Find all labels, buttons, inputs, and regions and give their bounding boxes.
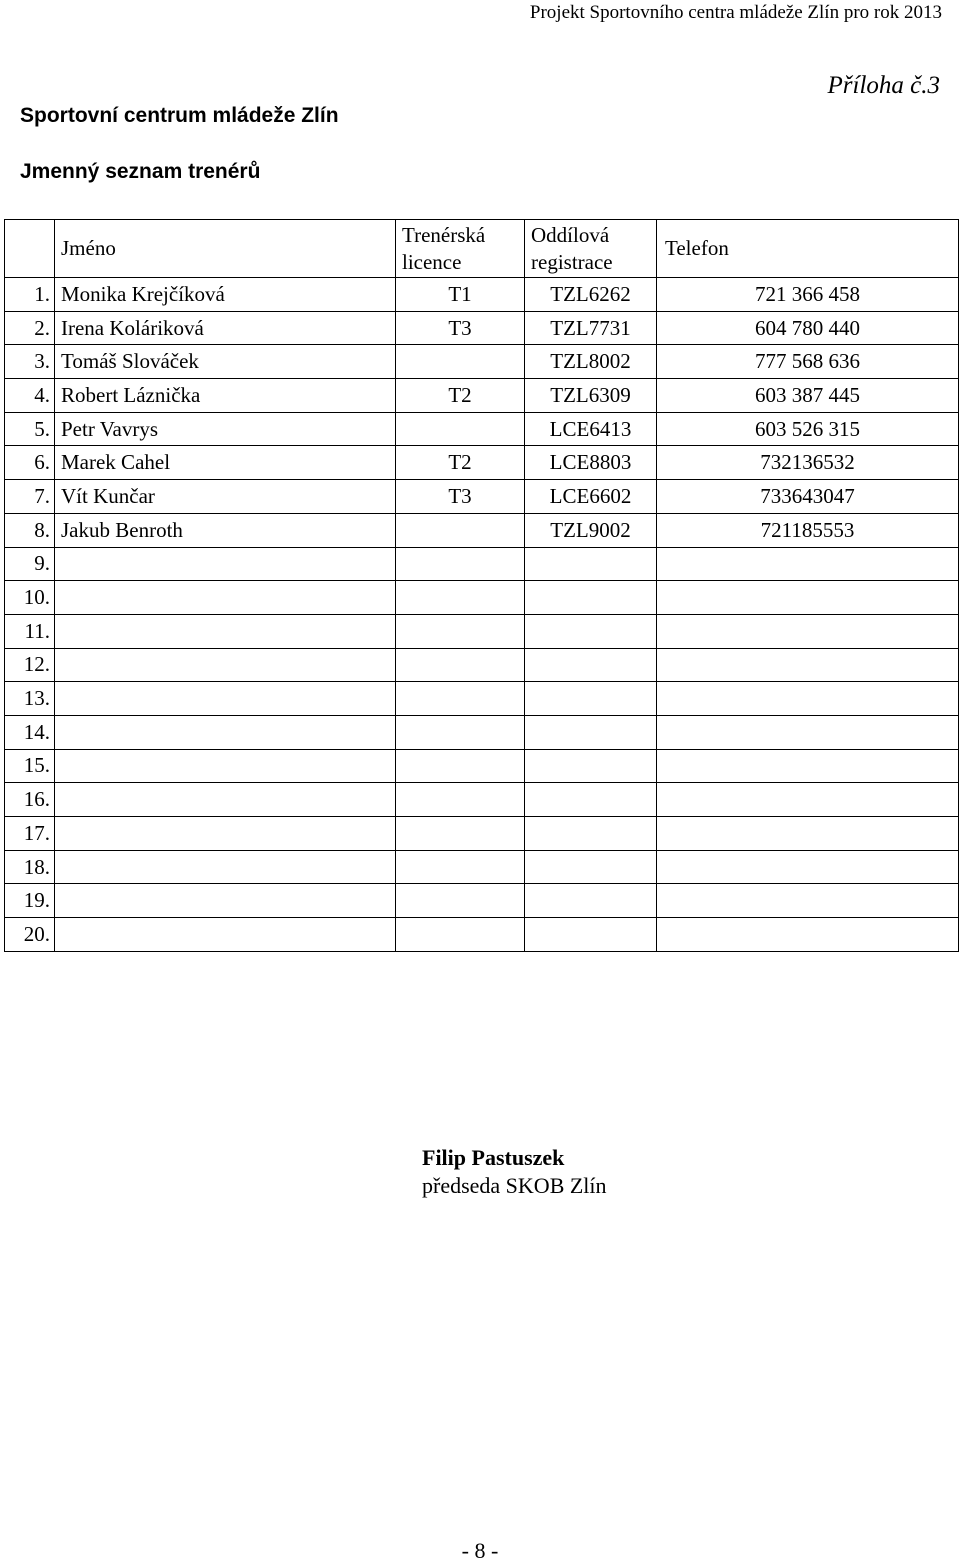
cell-phone: 603 526 315 [657, 412, 959, 446]
cell-phone [657, 648, 959, 682]
cell-registration: TZL6262 [525, 278, 657, 312]
cell-licence: T2 [396, 379, 525, 413]
cell-name: Jakub Benroth [55, 513, 396, 547]
table-row [5, 311, 959, 345]
cell-licence [396, 345, 525, 379]
cell-registration: TZL6309 [525, 379, 657, 413]
cell-number: 4. [5, 379, 55, 413]
cell-licence: T1 [396, 278, 525, 312]
cell-name [55, 581, 396, 615]
cell-licence [396, 918, 525, 952]
table-row [5, 581, 959, 615]
cell-name: Tomáš Slováček [55, 345, 396, 379]
page-number: - 8 - [461, 1538, 499, 1563]
cell-name [55, 749, 396, 783]
running-header: Projekt Sportovního centra mládeže Zlín pro rok 2013 [529, 2, 942, 23]
cell-number: 1. [5, 278, 55, 312]
cell-number: 16. [5, 783, 55, 817]
table-row [5, 783, 959, 817]
cell-number: 10. [5, 581, 55, 615]
signatory-role: předseda SKOB Zlín [422, 1173, 607, 1198]
cell-licence: T3 [396, 311, 525, 345]
cell-phone: 777 568 636 [657, 345, 959, 379]
cell-name [55, 783, 396, 817]
cell-registration [525, 614, 657, 648]
table-row [5, 817, 959, 851]
cell-registration [525, 547, 657, 581]
table-row [5, 345, 959, 379]
table-row [5, 884, 959, 918]
cell-name [55, 918, 396, 952]
table-row [5, 446, 959, 480]
cell-phone: 721185553 [657, 513, 959, 547]
cell-licence [396, 648, 525, 682]
cell-registration [525, 715, 657, 749]
cell-phone: 732136532 [657, 446, 959, 480]
cell-number: 2. [5, 311, 55, 345]
cell-phone [657, 682, 959, 716]
cell-number: 5. [5, 412, 55, 446]
cell-name: Robert Láznička [55, 379, 396, 413]
coaches-table-body [5, 278, 959, 952]
table-row [5, 749, 959, 783]
cell-phone [657, 715, 959, 749]
table-header-row [5, 220, 959, 278]
cell-licence [396, 884, 525, 918]
cell-licence [396, 682, 525, 716]
cell-name [55, 817, 396, 851]
cell-phone [657, 918, 959, 952]
cell-number: 13. [5, 682, 55, 716]
header-number [5, 220, 55, 278]
cell-registration: TZL7731 [525, 311, 657, 345]
cell-registration [525, 648, 657, 682]
table-row [5, 547, 959, 581]
table-row [5, 918, 959, 952]
table-row [5, 682, 959, 716]
cell-licence [396, 715, 525, 749]
table-row [5, 648, 959, 682]
cell-phone: 604 780 440 [657, 311, 959, 345]
cell-licence [396, 547, 525, 581]
cell-licence [396, 513, 525, 547]
cell-phone [657, 547, 959, 581]
signature-block [422, 1144, 607, 1200]
cell-licence [396, 581, 525, 615]
cell-number: 18. [5, 850, 55, 884]
table-row [5, 412, 959, 446]
cell-registration [525, 783, 657, 817]
annex-label: Příloha č.3 [827, 72, 940, 99]
cell-name: Marek Cahel [55, 446, 396, 480]
cell-registration [525, 749, 657, 783]
cell-number: 19. [5, 884, 55, 918]
list-title: Jmenný seznam trenérů [20, 160, 261, 183]
table-row [5, 480, 959, 514]
cell-licence [396, 850, 525, 884]
cell-name [55, 715, 396, 749]
cell-licence [396, 749, 525, 783]
cell-licence [396, 783, 525, 817]
cell-name [55, 547, 396, 581]
header-phone: Telefon [657, 220, 959, 278]
cell-number: 3. [5, 345, 55, 379]
cell-phone: 721 366 458 [657, 278, 959, 312]
cell-number: 11. [5, 614, 55, 648]
cell-name [55, 850, 396, 884]
cell-name [55, 648, 396, 682]
cell-licence [396, 412, 525, 446]
cell-name [55, 682, 396, 716]
cell-name: Petr Vavrys [55, 412, 396, 446]
table-row [5, 278, 959, 312]
header-name: Jméno [55, 220, 396, 278]
coaches-table [4, 219, 959, 952]
cell-number: 7. [5, 480, 55, 514]
cell-phone [657, 749, 959, 783]
cell-number: 15. [5, 749, 55, 783]
cell-name: Irena Koláriková [55, 311, 396, 345]
cell-registration: TZL9002 [525, 513, 657, 547]
cell-number: 9. [5, 547, 55, 581]
header-registration: Oddílová registrace [525, 220, 657, 278]
cell-registration: LCE8803 [525, 446, 657, 480]
cell-phone [657, 817, 959, 851]
cell-licence: T3 [396, 480, 525, 514]
signatory-name: Filip Pastuszek [422, 1145, 565, 1170]
cell-registration [525, 850, 657, 884]
table-row [5, 379, 959, 413]
cell-number: 8. [5, 513, 55, 547]
cell-licence [396, 817, 525, 851]
cell-phone [657, 783, 959, 817]
table-row [5, 614, 959, 648]
cell-registration [525, 581, 657, 615]
table-row [5, 513, 959, 547]
cell-registration: LCE6413 [525, 412, 657, 446]
cell-number: 20. [5, 918, 55, 952]
table-row [5, 850, 959, 884]
cell-number: 14. [5, 715, 55, 749]
cell-registration [525, 884, 657, 918]
cell-licence [396, 614, 525, 648]
cell-registration [525, 918, 657, 952]
cell-number: 17. [5, 817, 55, 851]
cell-licence: T2 [396, 446, 525, 480]
cell-phone [657, 581, 959, 615]
cell-number: 6. [5, 446, 55, 480]
cell-registration: TZL8002 [525, 345, 657, 379]
organization-title: Sportovní centrum mládeže Zlín [20, 104, 339, 127]
cell-registration: LCE6602 [525, 480, 657, 514]
cell-phone: 733643047 [657, 480, 959, 514]
cell-registration [525, 682, 657, 716]
cell-phone: 603 387 445 [657, 379, 959, 413]
cell-phone [657, 884, 959, 918]
cell-phone [657, 614, 959, 648]
cell-registration [525, 817, 657, 851]
cell-number: 12. [5, 648, 55, 682]
table-row [5, 715, 959, 749]
header-licence: Trenérská licence [396, 220, 525, 278]
cell-phone [657, 850, 959, 884]
cell-name [55, 614, 396, 648]
cell-name: Vít Kunčar [55, 480, 396, 514]
cell-name: Monika Krejčíková [55, 278, 396, 312]
cell-name [55, 884, 396, 918]
